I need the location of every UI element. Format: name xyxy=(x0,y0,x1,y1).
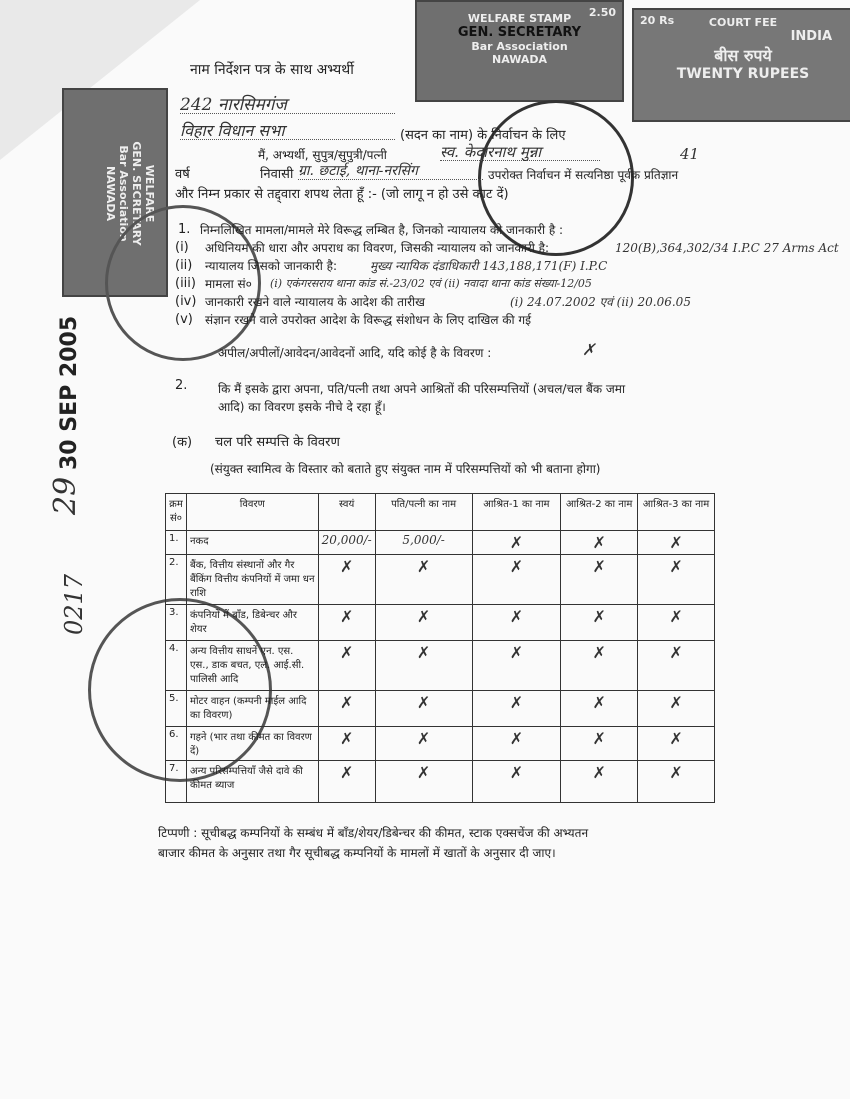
cell-self: ✗ xyxy=(318,555,375,605)
appeal-line: अपील/अपीलों/आवेदन/आवेदनों आदि, यदि कोई है के विवरण : xyxy=(218,346,492,360)
section2-line2: आदि) का विवरण इसके नीचे दे रहा हूँ। xyxy=(218,400,386,414)
welfare-stamp-title: WELFARE STAMP xyxy=(467,12,572,25)
cell-dependent2: ✗ xyxy=(561,555,638,605)
court-fee-english: TWENTY RUPEES xyxy=(676,66,810,82)
col-header-self: स्वयं xyxy=(318,494,375,531)
case-item-text: अधिनियम की धारा और अपराध का विवरण, जिसकी न्यायालय को जानकारी है: xyxy=(205,241,550,255)
row-description: बैंक, वित्तीय संस्थानों और गैर बैंकिंग वित्तीय कंपनियों में जमा धन राशि xyxy=(186,555,318,605)
row-number: 2. xyxy=(166,555,187,605)
table-header-row xyxy=(166,494,715,531)
margin-handwriting: 0217 xyxy=(60,573,88,635)
case-item-hand: मुख्य न्यायिक दंडाधिकारी 143,188,171(F) I.P.C xyxy=(370,259,608,273)
table-row xyxy=(166,641,715,691)
table-row xyxy=(166,605,715,641)
cell-self: 20,000/- xyxy=(318,531,375,555)
row-number: 7. xyxy=(166,761,187,803)
page-title: नाम निर्देशन पत्र के साथ अभ्यर्थी xyxy=(190,62,354,78)
welfare-left-sign: GEN. SECRETARY xyxy=(130,141,143,246)
year-label: वर्ष xyxy=(175,167,190,182)
table-row xyxy=(166,761,715,803)
house-handwritten: विहार विधान सभा xyxy=(180,123,395,140)
court-fee-country: INDIA xyxy=(790,29,832,44)
section2-line1: कि मैं इसके द्वारा अपना, पति/पत्नी तथा अपने आश्रितों की परिसम्पत्तियों (अचल/चल बैंक जमा xyxy=(218,382,626,396)
welfare-stamp-place: NAWADA xyxy=(491,53,548,66)
welfare-left-assoc: Bar Association xyxy=(117,145,130,242)
cell-dependent1: ✗ xyxy=(472,605,561,641)
cell-spouse: ✗ xyxy=(375,605,472,641)
table-row xyxy=(166,691,715,727)
cell-dependent3: ✗ xyxy=(638,691,715,727)
case-item-text: न्यायालय जिसको जानकारी है: xyxy=(205,259,338,273)
case-item-text: मामला सं० xyxy=(205,277,252,291)
date-handwritten: 29 xyxy=(48,476,83,515)
court-fee-hindi: बीस रुपये xyxy=(714,46,772,65)
case-item-label: (iv) xyxy=(175,294,197,309)
table-row xyxy=(166,531,715,555)
row-description: नकद xyxy=(186,531,318,555)
row-description: कंपनियों में बाँड, डिबेन्चर और शेयर xyxy=(186,605,318,641)
case-item-label: (iii) xyxy=(175,276,196,291)
col-header-dependent3: आश्रित-3 का नाम xyxy=(638,494,715,531)
cell-dependent2: ✗ xyxy=(561,761,638,803)
court-fee-value: 20 Rs xyxy=(640,14,675,27)
note-line1: टिप्पणी : सूचीबद्ध कम्पनियों के सम्बंध में बाँड/शेयर/डिबेन्चर की कीमत, स्टाक एक्सचेंज की अभ्यतन xyxy=(158,826,589,840)
row-number: 4. xyxy=(166,641,187,691)
section-ka-label: (क) xyxy=(172,435,193,450)
cell-spouse: ✗ xyxy=(375,727,472,761)
welfare-stamp-assoc: Bar Association xyxy=(471,40,568,53)
cell-spouse: ✗ xyxy=(375,761,472,803)
residence-label: निवासी xyxy=(260,167,294,182)
table-row xyxy=(166,727,715,761)
welfare-stamp-value: 2.50 xyxy=(588,6,616,19)
case-item-text: जानकारी रखने वाले न्यायालय के आदेश की तारीख xyxy=(205,295,425,309)
cell-dependent3: ✗ xyxy=(638,727,715,761)
house-label: (सदन का नाम) के निर्वाचन के लिए xyxy=(400,128,566,143)
case-item-hand: (i) 24.07.2002 एवं (ii) 20.06.05 xyxy=(510,295,691,309)
cell-self: ✗ xyxy=(318,605,375,641)
cell-self: ✗ xyxy=(318,641,375,691)
case-item-hand: 120(B),364,302/34 I.P.C 27 Arms Act xyxy=(615,241,839,255)
cell-dependent3: ✗ xyxy=(638,531,715,555)
welfare-left-place: NAWADA xyxy=(104,165,117,222)
age-handwritten: 41 xyxy=(680,145,700,163)
col-header-serial: क्रम सं० xyxy=(166,494,187,531)
cell-dependent1: ✗ xyxy=(472,691,561,727)
cell-dependent3: ✗ xyxy=(638,555,715,605)
row-description: अन्य परिसम्पत्तियाँ जैसे दावे की कीमत ब्याज xyxy=(186,761,318,803)
row-description: गहने (भार तथा कीमत का विवरण दें) xyxy=(186,727,318,761)
cell-dependent2: ✗ xyxy=(561,605,638,641)
col-header-description: विवरण xyxy=(186,494,318,531)
cell-dependent3: ✗ xyxy=(638,761,715,803)
oath-line1: उपरोक्त निर्वाचन में सत्यनिष्ठा पूर्वक प्रतिज्ञान xyxy=(488,168,679,182)
cell-self: ✗ xyxy=(318,727,375,761)
appeal-mark: ✗ xyxy=(582,340,596,359)
cell-spouse: ✗ xyxy=(375,641,472,691)
constituency-handwritten: 242 नारसिमगंज xyxy=(180,97,395,114)
row-number: 3. xyxy=(166,605,187,641)
oath-line2: और निम्न प्रकार से तद्द्वारा शपथ लेता हूँ :- (जो लागू न हो उसे काट दें) xyxy=(175,187,509,202)
section-ka-subtitle: (संयुक्त स्वामित्व के विस्तार को बताते हुए संयुक्त नाम में परिसम्पत्तियों को भी बताना होगा) xyxy=(210,462,601,476)
court-fee-title: COURT FEE xyxy=(708,16,778,29)
section1-intro: निम्नलिखित मामला/मामले मेरे विरूद्ध लम्बित है, जिनको न्यायालय को जानकारी है : xyxy=(200,223,564,237)
cell-dependent2: ✗ xyxy=(561,691,638,727)
cell-self: ✗ xyxy=(318,761,375,803)
col-header-dependent2: आश्रित-2 का नाम xyxy=(561,494,638,531)
cell-dependent1: ✗ xyxy=(472,727,561,761)
cell-spouse: 5,000/- xyxy=(375,531,472,555)
section-ka-title: चल परि सम्पत्ति के विवरण xyxy=(215,435,340,450)
case-item-label: (v) xyxy=(175,312,193,327)
welfare-left-title: WELFARE xyxy=(143,164,156,223)
row-number: 1. xyxy=(166,531,187,555)
residence-handwritten: ग्रा. छटाई, थाना-नरसिंग xyxy=(298,163,483,180)
note-line2: बाजार कीमत के अनुसार तथा गैर सूचीबद्ध कम्पनियों के मामलों में खातों के अनुसार दी जाए। xyxy=(158,846,556,860)
case-item-text: संज्ञान रखने वाले उपरोक्त आदेश के विरूद्ध संशोधन के लिए दाखिल की गई xyxy=(205,313,532,327)
row-number: 5. xyxy=(166,691,187,727)
welfare-stamp-sign: GEN. SECRETARY xyxy=(457,25,582,40)
court-fee-stamp xyxy=(632,8,850,122)
declarant-handwritten: स्व. केदारनाथ मुन्ना xyxy=(440,144,600,161)
cell-dependent2: ✗ xyxy=(561,641,638,691)
declarant-line: मैं, अभ्यर्थी, सुपुत्र/सुपुत्री/पत्नी xyxy=(258,148,387,162)
cell-dependent3: ✗ xyxy=(638,641,715,691)
row-number: 6. xyxy=(166,727,187,761)
cell-dependent1: ✗ xyxy=(472,531,561,555)
cell-dependent1: ✗ xyxy=(472,555,561,605)
case-item-label: (ii) xyxy=(175,258,193,273)
movable-assets-table xyxy=(165,493,715,803)
cell-dependent2: ✗ xyxy=(561,531,638,555)
cell-self: ✗ xyxy=(318,691,375,727)
row-description: मोटर वाहन (कम्पनी माईल आदि का विवरण) xyxy=(186,691,318,727)
cell-dependent1: ✗ xyxy=(472,641,561,691)
cell-spouse: ✗ xyxy=(375,555,472,605)
cell-dependent1: ✗ xyxy=(472,761,561,803)
cell-spouse: ✗ xyxy=(375,691,472,727)
cell-dependent3: ✗ xyxy=(638,605,715,641)
cell-dependent2: ✗ xyxy=(561,727,638,761)
case-item-hand: (i) एकंगरसराय थाना कांड सं.-23/02 एवं (ii) नवादा थाना कांड संख्या-12/05 xyxy=(270,277,592,290)
col-header-spouse: पति/पत्नी का नाम xyxy=(375,494,472,531)
section2-number: 2. xyxy=(175,378,188,393)
date-stamp: 30 SEP 2005 xyxy=(57,315,82,470)
table-row xyxy=(166,555,715,605)
row-description: अन्य वित्तीय साधनें एन. एस. एस., डाक बचत, एल. आई.सी. पालिसी आदि xyxy=(186,641,318,691)
section1-number: 1. xyxy=(178,222,191,237)
case-item-label: (i) xyxy=(175,240,189,255)
col-header-dependent1: आश्रित-1 का नाम xyxy=(472,494,561,531)
welfare-stamp-top xyxy=(415,0,624,102)
